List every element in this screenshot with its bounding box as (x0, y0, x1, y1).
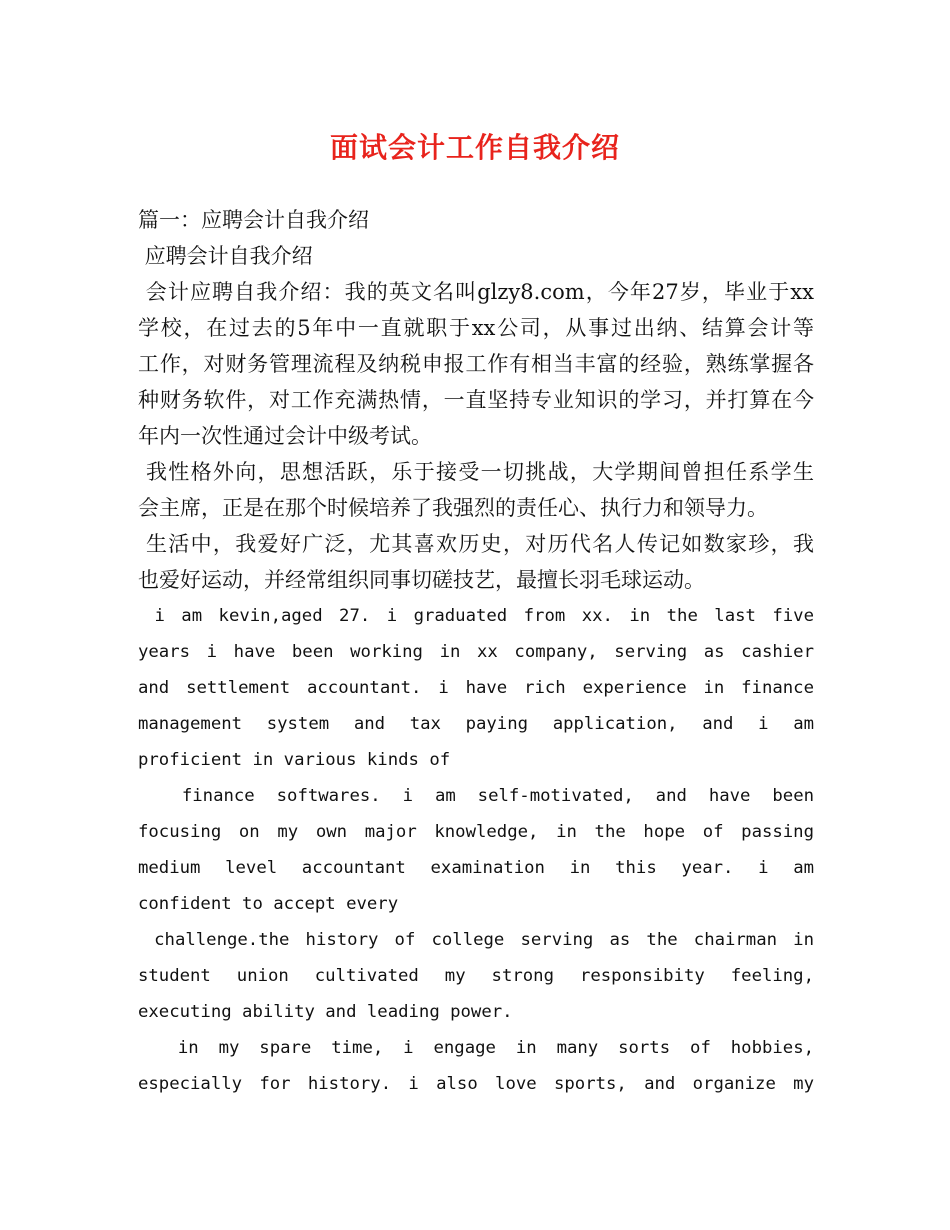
text-line: 会计应聘自我介绍：我的英文名叫glzy8.com，今年27岁，毕业于xx (138, 280, 814, 304)
text-line: finance softwares. i am self-motivated, and have been (138, 786, 814, 806)
text-line: 篇一：应聘会计自我介绍 (138, 208, 369, 232)
text-line: in my spare time, i engage in many sorts of hobbies, (138, 1038, 814, 1058)
text-line: 应聘会计自我介绍 (138, 244, 313, 268)
text-line: management system and tax paying application, and i am (138, 714, 814, 734)
text-line: 我性格外向，思想活跃，乐于接受一切挑战，大学期间曾担任系学生 (138, 460, 814, 484)
text-line: 工作，对财务管理流程及纳税申报工作有相当丰富的经验，熟练掌握各 (138, 352, 814, 376)
text-line: years i have been working in xx company, serving as cashier (138, 642, 814, 662)
text-line: student union cultivated my strong responsibity feeling, (138, 966, 814, 986)
text-line: 种财务软件，对工作充满热情，一直坚持专业知识的学习，并打算在今 (138, 388, 814, 412)
text-line: proficient in various kinds of (138, 750, 451, 770)
text-line: 也爱好运动，并经常组织同事切磋技艺，最擅长羽毛球运动。 (138, 568, 705, 592)
text-line: i am kevin,aged 27. i graduated from xx. in the last five (138, 606, 814, 626)
document-title: 面试会计工作自我介绍 (329, 131, 620, 164)
text-line: and settlement accountant. i have rich experience in finance (138, 678, 814, 698)
text-line: especially for history. i also love sports, and organize my (138, 1074, 814, 1094)
text-line: confident to accept every (138, 894, 399, 914)
text-line: medium level accountant examination in this year. i am (138, 858, 814, 878)
text-line: 学校，在过去的5年中一直就职于xx公司，从事过出纳、结算会计等 (138, 316, 814, 340)
text-line: 年内一次性通过会计中级考试。 (138, 424, 432, 448)
text-line: executing ability and leading power. (138, 1002, 513, 1022)
text-line: 生活中，我爱好广泛，尤其喜欢历史，对历代名人传记如数家珍，我 (138, 532, 814, 556)
text-line: 会主席，正是在那个时候培养了我强烈的责任心、执行力和领导力。 (138, 496, 768, 520)
text-line: focusing on my own major knowledge, in the hope of passing (138, 822, 814, 842)
text-line: challenge.the history of college serving as the chairman in (138, 930, 814, 950)
